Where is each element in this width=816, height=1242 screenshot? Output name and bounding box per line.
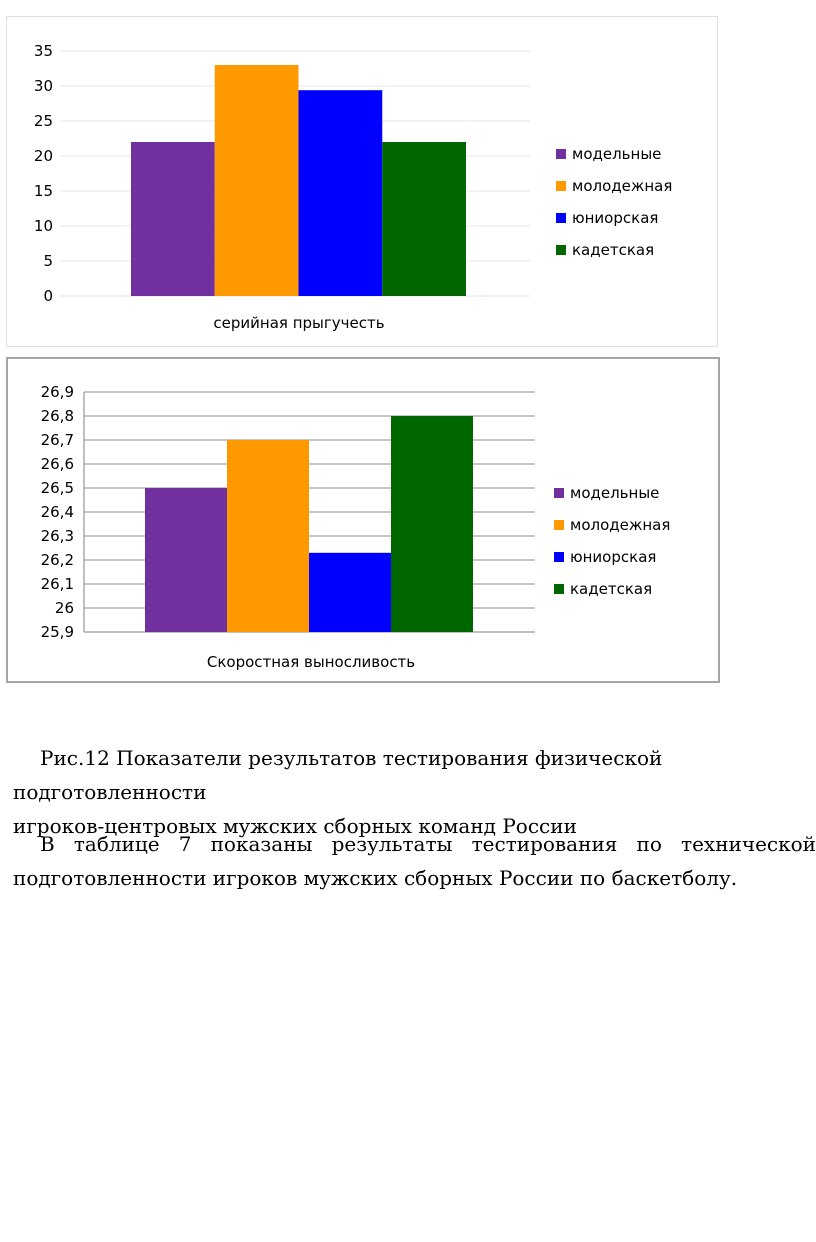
legend-swatch <box>554 584 564 594</box>
caption-line-1: Рис.12 Показатели результатов тестирования физической подготовленности <box>13 746 663 804</box>
y-tick-label: 26,1 <box>40 575 74 593</box>
legend-label: модельные <box>570 484 660 502</box>
y-tick-label: 25,9 <box>40 623 74 641</box>
legend-swatch <box>556 245 566 255</box>
legend-label: юниорская <box>572 209 659 227</box>
y-tick-label: 30 <box>33 77 53 95</box>
bar-3 <box>309 553 391 632</box>
legend-label: юниорская <box>570 548 657 566</box>
legend-swatch <box>554 520 564 530</box>
legend-label: молодежная <box>570 516 671 534</box>
y-tick-label: 25 <box>33 112 53 130</box>
bar-1 <box>131 142 215 296</box>
legend-swatch <box>556 213 566 223</box>
x-axis-label: серийная прыгучесть <box>213 314 385 332</box>
bar-2 <box>215 65 299 296</box>
body-paragraph <box>13 827 816 895</box>
chart-serial-jumping <box>6 16 718 347</box>
y-tick-label: 26,2 <box>40 551 74 569</box>
y-tick-label: 10 <box>33 217 53 235</box>
bar-1 <box>145 488 227 632</box>
legend-swatch <box>554 488 564 498</box>
y-tick-label: 26,7 <box>40 431 74 449</box>
bar-4 <box>382 142 466 296</box>
legend-swatch <box>556 181 566 191</box>
y-tick-label: 20 <box>33 147 53 165</box>
legend-label: кадетская <box>572 241 655 259</box>
bar-3 <box>299 90 383 296</box>
y-tick-label: 26,9 <box>40 383 74 401</box>
caption-line-2: игроков-центровых мужских сборных команд России <box>13 814 577 838</box>
y-tick-label: 26,3 <box>40 527 74 545</box>
y-tick-label: 26,5 <box>40 479 74 497</box>
y-tick-label: 0 <box>43 287 53 305</box>
paragraph-line-1: В таблице 7 показаны результаты тестирования по технической <box>40 832 816 856</box>
x-axis-label: Скоростная выносливость <box>206 653 416 671</box>
chart-speed-endurance-svg <box>8 359 718 681</box>
chart-serial-jumping-svg <box>7 17 717 346</box>
legend-label: модельные <box>572 145 662 163</box>
legend-label: кадетская <box>570 580 653 598</box>
y-tick-label: 26,6 <box>40 455 74 473</box>
y-tick-label: 26 <box>54 599 74 617</box>
legend-swatch <box>556 149 566 159</box>
chart-speed-endurance <box>6 357 720 683</box>
bar-2 <box>227 440 309 632</box>
y-tick-label: 5 <box>43 252 53 270</box>
y-tick-label: 26,4 <box>40 503 74 521</box>
y-tick-label: 35 <box>33 42 53 60</box>
paragraph-line-2: подготовленности игроков мужских сборных России по баскетболу. <box>13 866 738 890</box>
legend-swatch <box>554 552 564 562</box>
bar-4 <box>391 416 473 632</box>
y-tick-label: 26,8 <box>40 407 74 425</box>
legend-label: молодежная <box>572 177 673 195</box>
y-tick-label: 15 <box>33 182 53 200</box>
